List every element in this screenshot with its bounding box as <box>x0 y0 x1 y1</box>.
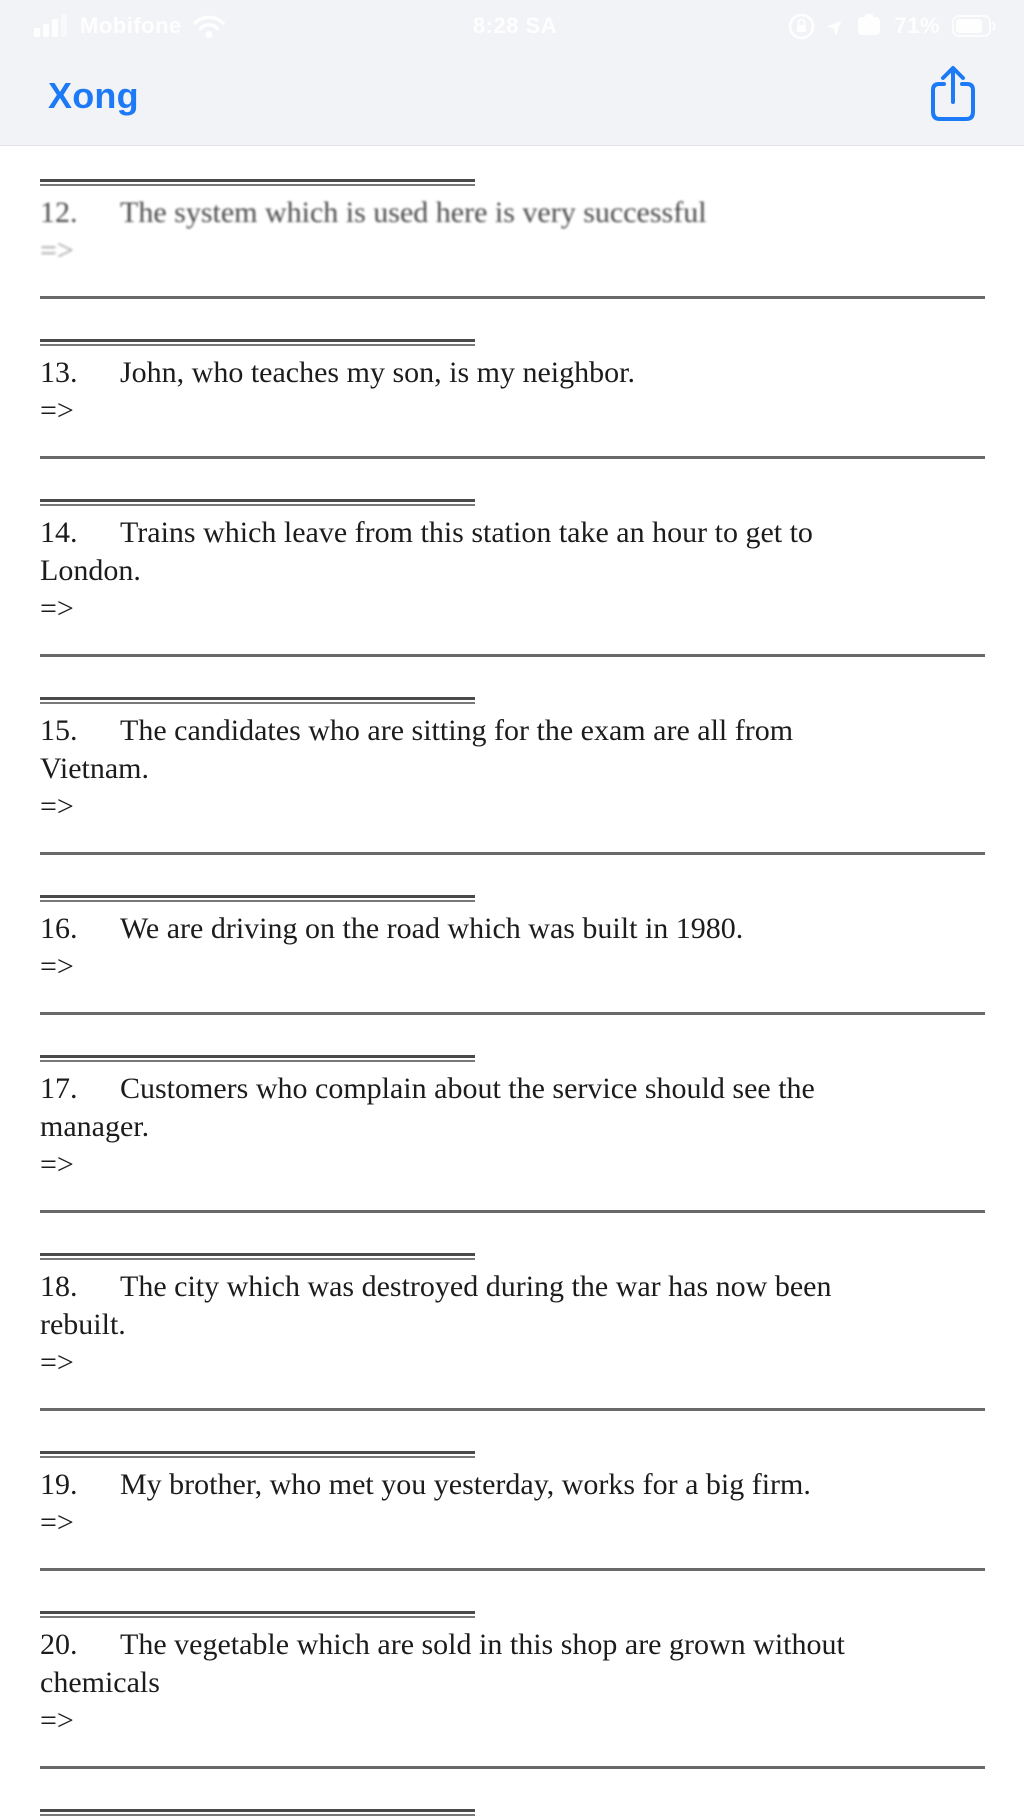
question-number: 19. <box>40 1468 78 1501</box>
rewrite-arrow: => <box>40 1148 74 1181</box>
answer-line-short <box>40 1809 475 1816</box>
answer-line-short <box>40 179 475 186</box>
question <box>40 354 980 392</box>
question-number: 18. <box>40 1270 78 1303</box>
navigation-bar <box>0 46 1024 146</box>
exercise-list <box>40 179 980 1769</box>
question-number: 12. <box>40 196 78 229</box>
question <box>40 1466 980 1504</box>
answer-line-short <box>40 1451 475 1458</box>
cellular-signal-icon <box>34 14 70 38</box>
question-number: 20. <box>40 1628 78 1661</box>
exercise-item <box>40 697 980 855</box>
accessory-battery-icon <box>856 14 882 38</box>
answer-line-full <box>40 1210 985 1213</box>
done-button[interactable]: Xong <box>48 74 139 116</box>
status-bar-center <box>354 13 676 39</box>
answer-line-short <box>40 895 475 902</box>
exercise-item <box>40 1253 980 1411</box>
question-text: Trains which leave from this station take an hour to get to London. <box>40 516 813 587</box>
exercise-item <box>40 339 980 459</box>
rewrite-arrow: => <box>40 234 74 267</box>
share-icon <box>926 62 980 126</box>
answer-line-short <box>40 1253 475 1260</box>
document-scroll-area[interactable] <box>0 146 1024 1816</box>
exercise-item <box>40 1055 980 1213</box>
exercise-item <box>40 499 980 657</box>
exercise-item <box>40 179 980 299</box>
question-text: We are driving on the road which was built in 1980. <box>120 912 744 945</box>
clock: 8:28 SA <box>472 13 558 38</box>
status-bar <box>0 0 1024 46</box>
question-text: The candidates who are sitting for the exam are all from Vietnam. <box>40 714 794 785</box>
rewrite-arrow: => <box>40 1346 74 1379</box>
question-number: 16. <box>40 912 78 945</box>
question-text: John, who teaches my son, is my neighbor. <box>120 356 635 389</box>
question-number: 15. <box>40 714 78 747</box>
question-text: My brother, who met you yesterday, works for a big firm. <box>120 1468 811 1501</box>
answer-line-full <box>40 654 985 657</box>
question-text: The vegetable which are sold in this shop are grown without chemicals <box>40 1628 845 1699</box>
question <box>40 1070 980 1146</box>
orientation-lock-icon <box>788 13 815 40</box>
exercise-item <box>40 1611 980 1769</box>
answer-line-full <box>40 1012 985 1015</box>
question-text: Customers who complain about the service should see the manager. <box>40 1072 815 1143</box>
rewrite-arrow: => <box>40 592 74 625</box>
answer-line-short <box>40 1055 475 1062</box>
exercise-item <box>40 1451 980 1571</box>
rewrite-arrow: => <box>40 790 74 823</box>
rewrite-arrow: => <box>40 1704 74 1737</box>
answer-line-full <box>40 1408 985 1411</box>
wifi-icon <box>192 13 226 39</box>
question-number: 13. <box>40 356 78 389</box>
question <box>40 910 980 948</box>
question <box>40 194 980 232</box>
rewrite-arrow: => <box>40 1506 74 1539</box>
answer-line-full <box>40 1568 985 1571</box>
status-bar-right <box>676 13 996 40</box>
rewrite-arrow: => <box>40 394 74 427</box>
answer-line-short <box>40 339 475 346</box>
carrier-label: Mobifone <box>80 13 182 38</box>
question <box>40 1626 980 1702</box>
question <box>40 712 980 788</box>
answer-line-full <box>40 852 985 855</box>
answer-line-short <box>40 1611 475 1618</box>
rewrite-arrow: => <box>40 950 74 983</box>
battery-icon <box>952 15 996 37</box>
battery-percent-label: 71% <box>894 13 940 38</box>
share-button[interactable] <box>922 58 984 133</box>
question-number: 14. <box>40 516 78 549</box>
question <box>40 514 980 590</box>
answer-line-short <box>40 499 475 506</box>
question <box>40 1268 980 1344</box>
question-text: The city which was destroyed during the war has now been rebuilt. <box>40 1270 832 1341</box>
answer-line-full <box>40 296 985 299</box>
location-arrow-icon: ➤ <box>821 11 851 41</box>
status-bar-left <box>34 13 354 39</box>
question-text: The system which is used here is very successful <box>120 196 707 229</box>
answer-line-full <box>40 456 985 459</box>
question-number: 17. <box>40 1072 78 1105</box>
answer-line-full <box>40 1766 985 1769</box>
exercise-item <box>40 895 980 1015</box>
answer-line-short <box>40 697 475 704</box>
